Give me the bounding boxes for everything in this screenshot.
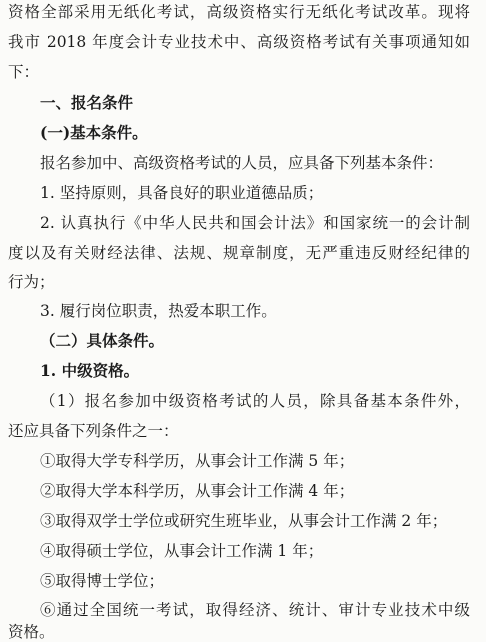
text-line-3: 下：: [8, 63, 40, 81]
text-line-10: 行为；: [8, 273, 55, 291]
condition-item-5: ⑤取得博士学位；: [40, 572, 165, 590]
text-line-8: 2. 认真执行《中华人民共和国会计法》和国家统一的会计制: [40, 214, 470, 232]
condition-item-6: ⑥通过全国统一考试，取得经济、统计、审计专业技术中级: [40, 601, 470, 619]
text-line-14: （1）报名参加中级资格考试的人员，除具备基本条件外，: [40, 392, 470, 410]
subsection-heading-specific: （二）具体条件。: [40, 331, 165, 350]
text-line-1: 资格全部采用无纸化考试，高级资格实行无纸化考试改革。现将: [8, 3, 470, 21]
text-line-22: 资格。: [8, 623, 55, 641]
condition-item-3: ③取得双学士学位或研究生班毕业，从事会计工作满 2 年；: [40, 512, 448, 530]
text-line-7: 1. 坚持原则，具备良好的职业道德品质；: [40, 184, 324, 202]
text-line-2: 我市 2018 年度会计专业技术中、高级资格考试有关事项通知如: [8, 33, 470, 51]
text-line-15: 还应具备下列条件之一：: [8, 422, 179, 440]
condition-item-2: ②取得大学本科学历，从事会计工作满 4 年；: [40, 482, 355, 500]
subsection-heading-basic: (一)基本条件。: [40, 123, 148, 142]
level-heading-intermediate: 1. 中级资格。: [40, 361, 140, 380]
condition-item-1: ①取得大学专科学历，从事会计工作满 5 年；: [40, 452, 355, 470]
text-line-11: 3. 履行岗位职责，热爱本职工作。: [40, 302, 277, 320]
text-line-9: 度以及有关财经法律、法规、规章制度，无严重违反财经纪律的: [8, 244, 470, 262]
section-heading: 一、报名条件: [40, 93, 134, 112]
text-line-6: 报名参加中、高级资格考试的人员，应具备下列基本条件：: [40, 154, 444, 172]
condition-item-4: ④取得硕士学位，从事会计工作满 1 年；: [40, 542, 324, 560]
